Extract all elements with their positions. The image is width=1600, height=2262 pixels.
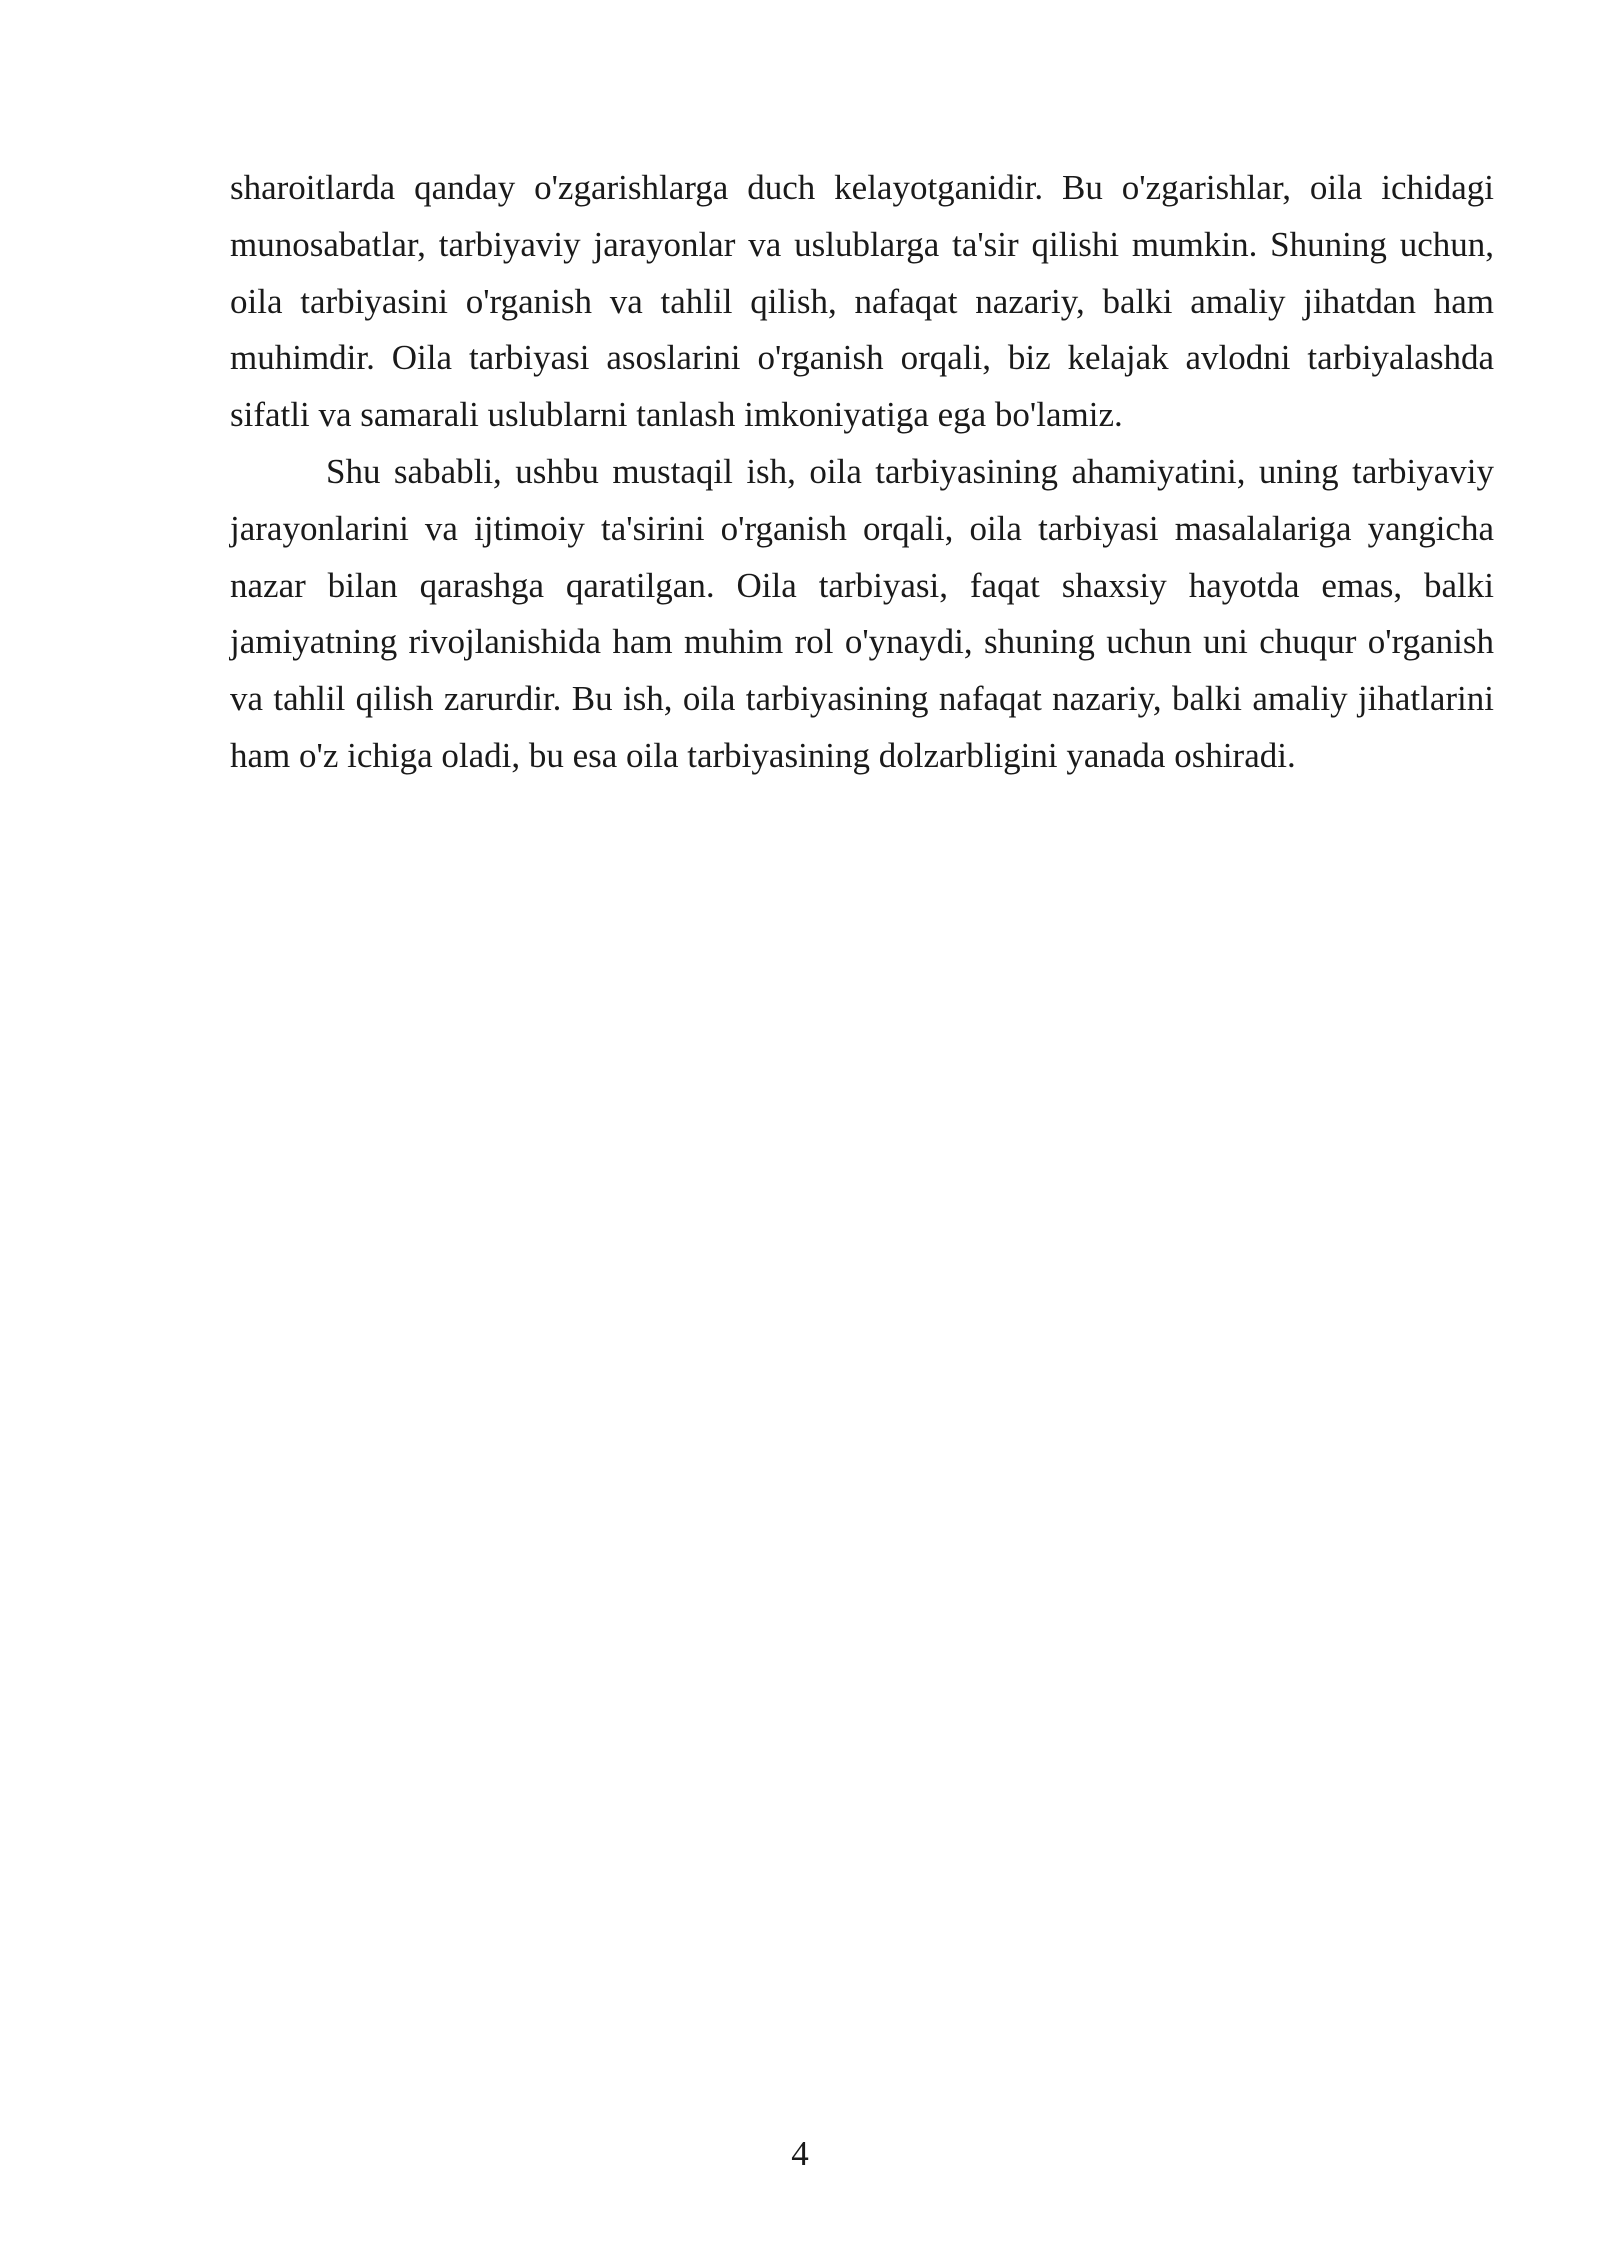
paragraph-continuation: sharoitlarda qanday o'zgarishlarga duch kelayotganidir. Bu o'zgarishlar, oila ichidagi munosabatlar, tarbiyaviy jarayonlar va uslublarga ta'sir qilishi mumkin. Shuning uchun, oila tarbiyasini o'rganish va tahlil qilish, nafaqat nazariy, balki amaliy jihatdan ham muhimdir. Oila tarbiyasi asoslarini o'rganish orqali, biz kelajak avlodni tarbiyalashda sifatli va samarali uslublarni tanlash imkoniyatiga ega bo'lamiz.: [230, 168, 1494, 435]
paragraph-shu-sababli: Shu sababli, ushbu mustaqil ish, oila tarbiyasining ahamiyatini, uning tarbiyaviy jarayonlarini va ijtimoiy ta'sirini o'rganish orqali, oila tarbiyasi masalalariga yangicha nazar bilan qarashga qaratilgan. Oila tarbiyasi, faqat shaxsiy hayotda emas, balki jamiyatning rivojlanishida ham muhim rol o'ynaydi, shuning uchun uni chuqur o'rganish va tahlil qilish zarurdir. Bu ish, oila tarbiyasining nafaqat nazariy, balki amaliy jihatlarini ham o'z ichiga oladi, bu esa oila tarbiyasining dolzarbligini yanada oshiradi.: [230, 451, 1494, 775]
page-number: 4: [791, 2134, 809, 2173]
body-text: [230, 160, 1494, 785]
